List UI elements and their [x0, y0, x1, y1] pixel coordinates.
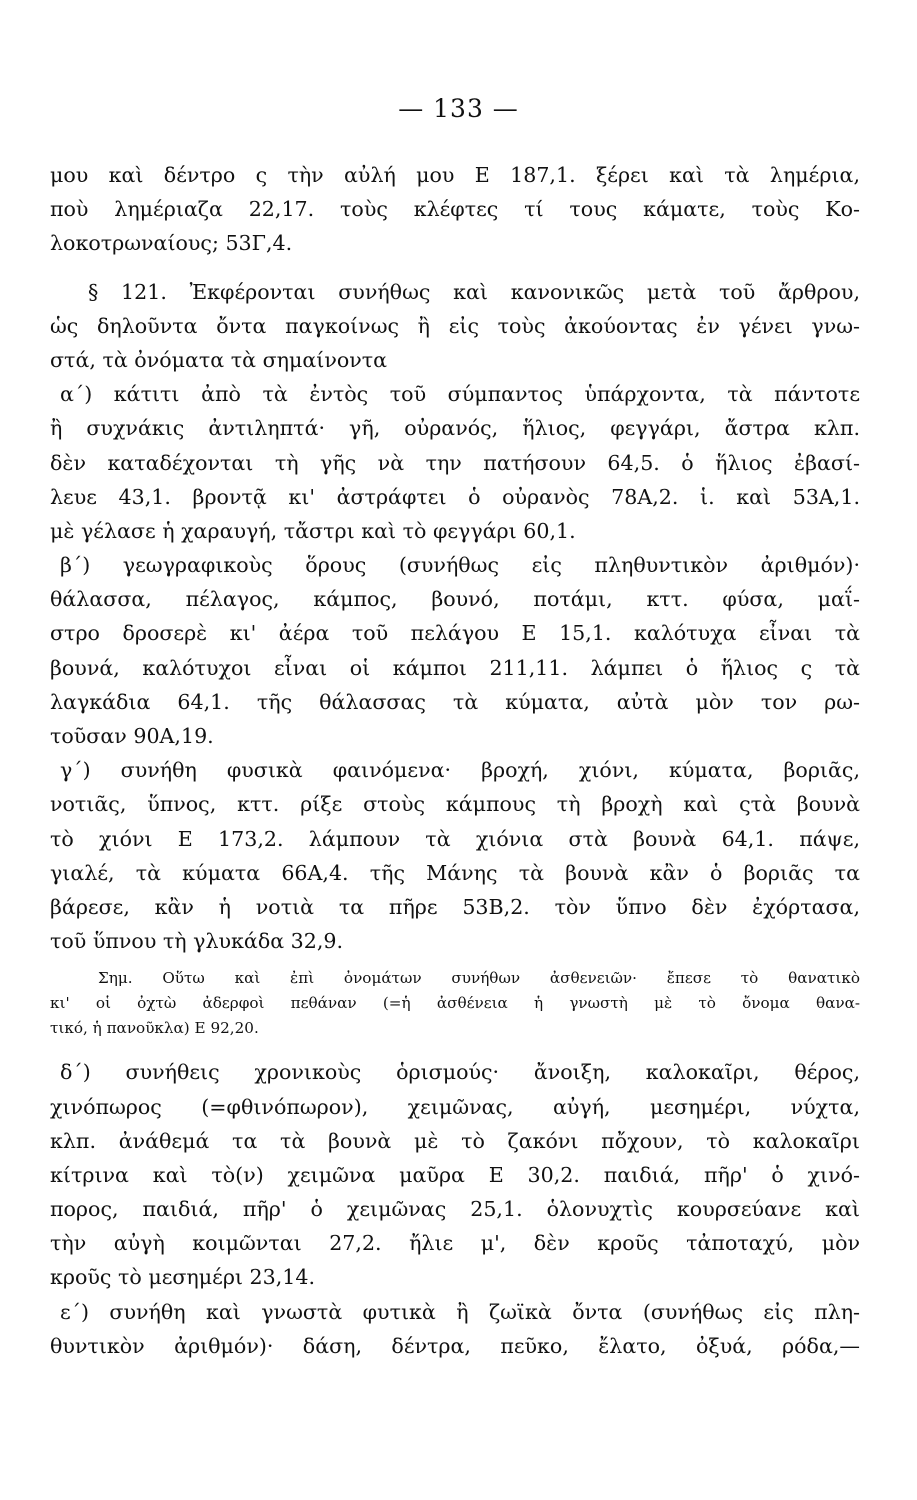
text-line: ὡς δηλοῦντα ὄντα παγκοίνως ἢ εἰς τοὺς ἀκούοντας ἐν γένει γνω-	[50, 313, 860, 338]
text-line: νοτιᾶς, ὕπνος, κττ. ρίξε στοὺς κάμπους τὴ βροχὴ καὶ ςτὰ βουνὰ	[50, 792, 860, 817]
text-line: χινόπωρος (=φθινόπωρον), χειμῶνας, αὐγή, μεσημέρι, νύχτα,	[50, 1094, 860, 1119]
text-line: θάλασσα, πέλαγος, κάμπος, βουνό, ποτάμι, κττ. φύσα, μαΐ-	[50, 587, 860, 612]
text-line: βάρεσε, κἂν ἡ νοτιὰ τα πῆρε 53Β,2. τὸν ὕπνο δὲν ἐχόρτασα,	[50, 894, 860, 919]
text-line: α΄) κάτιτι ἀπὸ τὰ ἐντὸς τοῦ σύμπαντος ὑπάρχοντα, τὰ πάντοτε	[60, 382, 860, 407]
text-line: γιαλέ, τὰ κύματα 66Α,4. τῆς Μάνης τὰ βουνὰ κἂν ὁ βοριᾶς τα	[50, 860, 860, 885]
text-line: γ΄) συνήθη φυσικὰ φαινόμενα· βροχή, χιόνι, κύματα, βοριᾶς,	[60, 758, 860, 783]
text-line: λοκοτρωναίους; 53Γ,4.	[50, 231, 293, 256]
text-line: κίτρινα καὶ τὸ(ν) χειμῶνα μαῦρα Ε 30,2. παιδιά, πῆρ' ὁ χινό-	[50, 1162, 860, 1187]
text-line: μὲ γέλασε ἡ χαραυγή, τἄστρι καὶ τὸ φεγγάρι 60,1.	[50, 518, 576, 543]
text-line: ε΄) συνήθη καὶ γνωστὰ φυτικὰ ἢ ζωϊκὰ ὄντα (συνήθως εἰς πλη-	[60, 1299, 860, 1324]
text-line: τοῦ ὕπνου τὴ γλυκάδα 32,9.	[50, 929, 344, 954]
text-line: θυντικὸν ἀριθμόν)· δάση, δέντρα, πεῦκο, ἔλατο, ὀξυά, ρόδα,—	[50, 1333, 860, 1358]
section-heading-line: § 121. Ἐκφέρονται συνήθως καὶ κανονικῶς μετὰ τοῦ ἄρθρου,	[88, 279, 860, 304]
text-line: στά, τὰ ὀνόματα τὰ σημαίνοντα	[50, 347, 388, 372]
text-line: τοῦσαν 90Α,19.	[50, 724, 214, 748]
footnote	[50, 966, 860, 1041]
text-line: πορος, παιδιά, πῆρ' ὁ χειμῶνας 25,1. ὁλονυχτὶς κουρσεύανε καὶ	[50, 1197, 860, 1222]
text-line: κλπ. ἀνάθεμά τα τὰ βουνὰ μὲ τὸ ζακόνι πὄχουν, τὸ καλοκαῖρι	[50, 1128, 860, 1153]
text-line: λευε 43,1. βροντᾷ κι' ἀστράφτει ὁ οὐρανὸς 78Α,2. ἱ. καὶ 53Α,1.	[50, 484, 860, 509]
text-line: μου καὶ δέντρο ς τὴν αὐλή μου Ε 187,1. ξέρει καὶ τὰ λημέρια,	[50, 163, 860, 187]
text-line: β΄) γεωγραφικοὺς ὅρους (συνήθως εἰς πληθυντικὸν ἀριθμόν)·	[60, 553, 860, 578]
text-line: δ΄) συνήθεις χρονικοὺς ὁρισμούς· ἄνοιξη, καλοκαῖρι, θέρος,	[60, 1060, 860, 1085]
text-line: δὲν καταδέχονται τὴ γῆς νὰ την πατήσουν 64,5. ὁ ἥλιος ἐβασί-	[50, 450, 860, 475]
text-line: τὴν αὐγὴ κοιμῶνται 27,2. ἤλιε μ', δὲν κροῦς τἀποταχύ, μὸν	[50, 1231, 860, 1256]
note-line: Σημ. Οὕτω καὶ ἐπὶ ὀνομάτων συνήθων ἀσθενειῶν· ἔπεσε τὸ θανατικὸ	[98, 969, 860, 988]
text-line: ἢ συχνάκις ἀντιληπτά· γῆ, οὐρανός, ἥλιος, φεγγάρι, ἄστρα κλπ.	[50, 416, 860, 441]
text-line: στρο δροσερὲ κι' ἀέρα τοῦ πελάγου Ε 15,1. καλότυχα εἶναι τὰ	[50, 621, 860, 646]
text-line: τὸ χιόνι Ε 173,2. λάμπουν τὰ χιόνια στὰ βουνὰ 64,1. πάψε,	[50, 826, 860, 851]
text-line: κροῦς τὸ μεσημέρι 23,14.	[50, 1265, 316, 1290]
note-line: κι' οἱ ὀχτὼ ἀδερφοὶ πεθάναν (=ἡ ἀσθένεια ἡ γνωστὴ μὲ τὸ ὄνομα θανα-	[50, 994, 860, 1013]
body-text	[50, 158, 860, 1363]
text-line: βουνά, καλότυχοι εἶναι οἱ κάμποι 211,11. λάμπει ὁ ἥλιος ς τὰ	[50, 655, 860, 680]
text-line: ποὺ λημέριαζα 22,17. τοὺς κλέφτες τί τους κάματε, τοὺς Κο-	[50, 197, 860, 222]
text-line: λαγκάδια 64,1. τῆς θάλασσας τὰ κύματα, αὐτὰ μὸν τον ρω-	[50, 689, 860, 714]
page-number: — 133 —	[398, 94, 519, 123]
note-line: τικό, ἡ πανοῦκλα) Ε 92,20.	[50, 1019, 259, 1038]
